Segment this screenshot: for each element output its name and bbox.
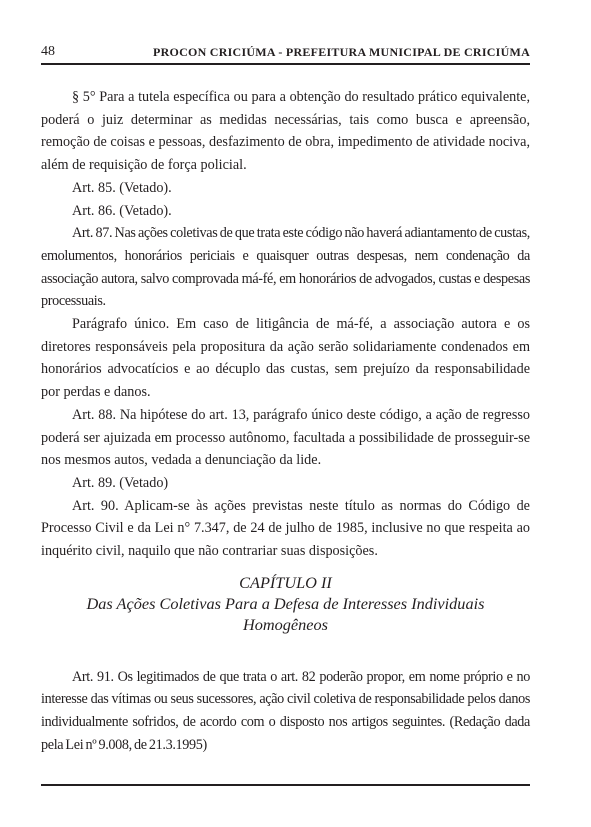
- paragraph-art-91: Art. 91. Os legitimados de que trata o art. 82 poderão propor, em nome próprio e no interesse das vítimas ou seus sucessores, ação civil coletiva de responsabilidade pelos danos individualmente sofridos, de acordo com o disposto nos artigos seguintes. (Redação dada pela Lei nº 9.008, de 21.3.1995): [41, 668, 530, 753]
- running-head: PROCON CRICIÚMA - PREFEITURA MUNICIPAL DE CRICIÚMA: [153, 45, 530, 59]
- page-number: 48: [41, 44, 55, 59]
- paragraph-art-86: Art. 86. (Vetado).: [72, 202, 172, 219]
- page-body: [41, 86, 530, 757]
- paragraph-unico: Parágrafo único. Em caso de litigância de má-fé, a associação autora e os diretores responsáveis pela propositura da ação serão solidariamente condenados em honorários advocatícios e ao décuplo das custas, sem prejuízo da responsabilidade por perdas e danos.: [41, 316, 530, 401]
- header-rule: [41, 63, 530, 65]
- paragraph-art-89: Art. 89. (Vetado): [72, 474, 169, 491]
- chapter-subtitle-line2: Homogêneos: [242, 614, 328, 634]
- paragraph-tutela: § 5° Para a tutela específica ou para a obtenção do resultado prático equivalente, poderá o juiz determinar as medidas necessárias, tais como busca e apreensão, remoção de coisas e pessoas, desfazimento de obra, impedimento de atividade nociva, além de requisição de força policial.: [41, 89, 530, 174]
- chapter-title: CAPÍTULO II: [239, 572, 332, 592]
- paragraph-art-88: Art. 88. Na hipótese do art. 13, parágrafo único deste código, a ação de regresso poderá ser ajuizada em processo autônomo, facultada a possibilidade de prosseguir-se nos mesmos autos, vedada a denunciação da lide.: [41, 406, 530, 469]
- paragraph-art-85: Art. 85. (Vetado).: [72, 179, 172, 196]
- page-header: [41, 42, 530, 64]
- footer-rule: [41, 784, 530, 786]
- chapter-heading: [41, 572, 530, 635]
- section-spacer: [41, 635, 530, 666]
- chapter-subtitle-line1: Das Ações Coletivas Para a Defesa de Interesses Individuais: [86, 593, 485, 613]
- paragraph-art-87: Art. 87. Nas ações coletivas de que trata este código não haverá adiantamento de custas, emolumentos, honorários periciais e quaisquer outras despesas, nem condenação da associação autora, salvo comprovada má-fé, em honorários de advogados, custas e despesas processuais.: [41, 225, 530, 310]
- paragraph-art-90: Art. 90. Aplicam-se às ações previstas neste título as normas do Código de Processo Civil e da Lei n° 7.347, de 24 de julho de 1985, inclusive no que respeita ao inquérito civil, naquilo que não contrariar suas disposições.: [41, 497, 530, 560]
